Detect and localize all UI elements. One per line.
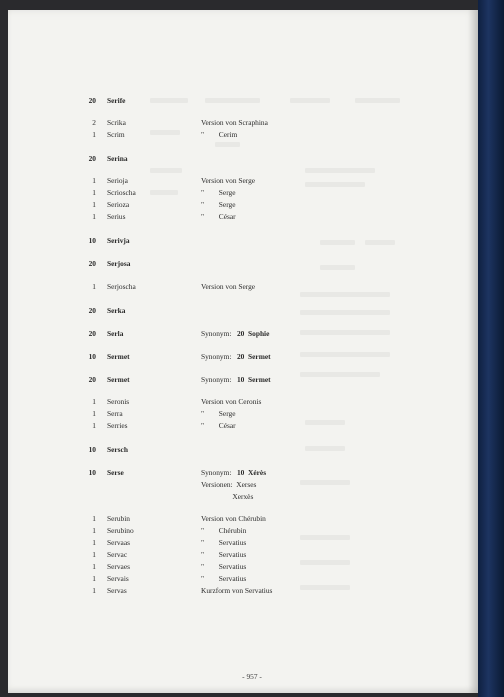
entry-name: Sermet xyxy=(107,352,130,361)
list-item xyxy=(0,493,504,504)
entry-name: Servaas xyxy=(107,538,130,547)
list-item xyxy=(0,422,504,433)
list-item xyxy=(0,353,504,364)
entry-reference: " Servatius xyxy=(201,574,247,583)
entry-reference: Xerxès xyxy=(201,492,254,501)
entry-count: 1 xyxy=(92,397,96,406)
entry-name: Sersch xyxy=(107,445,128,454)
entry-count: 1 xyxy=(92,188,96,197)
list-item xyxy=(0,587,504,598)
entry-count: 1 xyxy=(92,130,96,139)
entry-reference: " Servatius xyxy=(201,538,247,547)
entry-reference: Version von Serge xyxy=(201,282,256,291)
entry-reference: Synonym: 10 Sermet xyxy=(201,375,271,384)
entry-count: 10 xyxy=(88,352,96,361)
entry-count: 1 xyxy=(92,550,96,559)
entry-reference: " Servatius xyxy=(201,562,247,571)
entry-count: 1 xyxy=(92,282,96,291)
list-item xyxy=(0,155,504,166)
entry-reference: Version von Chérubin xyxy=(201,514,266,523)
list-item xyxy=(0,97,504,108)
entry-count: 20 xyxy=(88,154,96,163)
entry-count: 20 xyxy=(88,259,96,268)
list-item xyxy=(0,131,504,142)
entry-name: Serioja xyxy=(107,176,128,185)
entry-count: 1 xyxy=(92,586,96,595)
entry-reference: " Serge xyxy=(201,200,236,209)
entry-name: Servac xyxy=(107,550,128,559)
entry-count: 1 xyxy=(92,200,96,209)
entry-name: Scrioscha xyxy=(107,188,136,197)
list-item xyxy=(0,119,504,130)
entry-count: 1 xyxy=(92,574,96,583)
entry-count: 1 xyxy=(92,212,96,221)
list-item xyxy=(0,575,504,586)
list-item xyxy=(0,201,504,212)
entry-reference: " Servatius xyxy=(201,550,247,559)
entry-count: 1 xyxy=(92,562,96,571)
entry-name: Serioza xyxy=(107,200,130,209)
entry-count: 1 xyxy=(92,409,96,418)
list-item xyxy=(0,213,504,224)
entry-reference: " Serge xyxy=(201,188,236,197)
list-item xyxy=(0,527,504,538)
list-item xyxy=(0,469,504,480)
list-item xyxy=(0,446,504,457)
entry-name: Serius xyxy=(107,212,126,221)
entry-name: Serubino xyxy=(107,526,134,535)
list-item xyxy=(0,551,504,562)
entry-reference: Version von Ceronis xyxy=(201,397,262,406)
list-item xyxy=(0,515,504,526)
entry-reference: " César xyxy=(201,421,236,430)
entry-name: Serivja xyxy=(107,236,130,245)
entry-count: 20 xyxy=(88,375,96,384)
entry-name: Serjoscha xyxy=(107,282,136,291)
list-item xyxy=(0,410,504,421)
entry-name: Sermet xyxy=(107,375,130,384)
entry-count: 10 xyxy=(88,445,96,454)
entry-count: 20 xyxy=(88,306,96,315)
entry-count: 10 xyxy=(88,468,96,477)
entry-reference: Kurzform von Servatius xyxy=(201,586,273,595)
entry-reference: " Cerim xyxy=(201,130,238,139)
entry-name: Serries xyxy=(107,421,128,430)
list-item xyxy=(0,260,504,271)
entry-name: Serjosa xyxy=(107,259,131,268)
list-item xyxy=(0,563,504,574)
list-item xyxy=(0,177,504,188)
entry-count: 2 xyxy=(92,118,96,127)
entry-name: Servais xyxy=(107,574,129,583)
entry-name: Serla xyxy=(107,329,124,338)
entry-reference: Synonym: 20 Sophie xyxy=(201,329,270,338)
list-item xyxy=(0,307,504,318)
entry-name: Serse xyxy=(107,468,124,477)
entry-reference: Version von Serge xyxy=(201,176,256,185)
entry-name: Serife xyxy=(107,96,126,105)
entry-name: Seronis xyxy=(107,397,130,406)
entry-reference: Synonym: 10 Xérès xyxy=(201,468,267,477)
list-item xyxy=(0,539,504,550)
list-item xyxy=(0,189,504,200)
entry-reference: " Serge xyxy=(201,409,236,418)
entry-count: 10 xyxy=(88,236,96,245)
entry-reference: Version von Scraphina xyxy=(201,118,268,127)
list-item xyxy=(0,481,504,492)
entry-name: Scrika xyxy=(107,118,126,127)
entry-count: 1 xyxy=(92,421,96,430)
entry-count: 20 xyxy=(88,96,96,105)
entry-reference: Synonym: 20 Sermet xyxy=(201,352,271,361)
entry-name: Servas xyxy=(107,586,127,595)
entry-count: 20 xyxy=(88,329,96,338)
entry-count: 1 xyxy=(92,526,96,535)
entry-name: Servaes xyxy=(107,562,130,571)
list-item xyxy=(0,237,504,248)
entry-name: Serina xyxy=(107,154,128,163)
entry-count: 1 xyxy=(92,538,96,547)
entry-count: 1 xyxy=(92,176,96,185)
entry-name: Serka xyxy=(107,306,126,315)
entry-name: Serra xyxy=(107,409,123,418)
list-item xyxy=(0,330,504,341)
entry-name: Serubin xyxy=(107,514,130,523)
page-number: - 957 - xyxy=(242,672,262,681)
entry-reference: " Chérubin xyxy=(201,526,247,535)
list-item xyxy=(0,376,504,387)
list-item xyxy=(0,398,504,409)
list-item xyxy=(0,283,504,294)
entry-reference: Versionen: Xerses xyxy=(201,480,257,489)
entry-name: Scrim xyxy=(107,130,125,139)
entry-reference: " César xyxy=(201,212,236,221)
entry-count: 1 xyxy=(92,514,96,523)
